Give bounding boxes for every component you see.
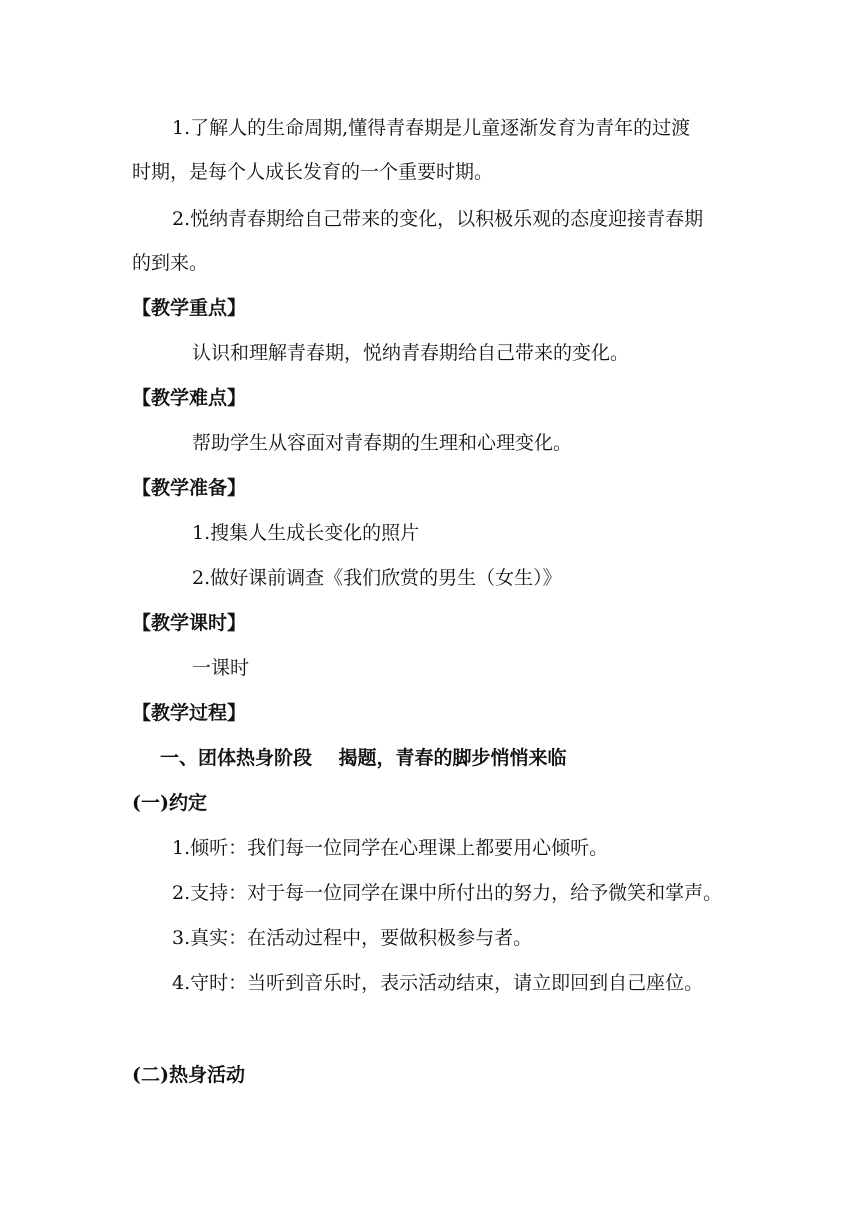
preparation-item: 1.搜集人生成长变化的照片 — [192, 522, 420, 544]
stage-1-heading: 一、团体热身阶段 揭题，青春的脚步悄悄来临 — [160, 747, 567, 769]
rule-item: 3.真实：在活动过程中，要做积极参与者。 — [172, 927, 533, 949]
rule-item: 2.支持：对于每一位同学在课中所付出的努力，给予微笑和掌声。 — [172, 882, 723, 904]
difficulties-text: 帮助学生从容面对青春期的生理和心理变化。 — [192, 432, 573, 454]
rule-item: 1.倾听：我们每一位同学在心理课上都要用心倾听。 — [172, 837, 609, 859]
objective-1-line-1: 1.了解人的生命周期,懂得青春期是儿童逐渐发育为青年的过渡 — [172, 117, 691, 139]
rule-item: 4.守时：当听到音乐时，表示活动结束，请立即回到自己座位。 — [172, 972, 704, 994]
hours-text: 一课时 — [192, 657, 250, 679]
preparation-heading: 【教学准备】 — [132, 477, 247, 499]
preparation-item: 2.做好课前调查《我们欣赏的男生（女生）》 — [192, 567, 562, 589]
subsection-agreement: (一)约定 — [132, 792, 207, 814]
objective-2-line-2: 的到来。 — [132, 252, 209, 274]
difficulties-heading: 【教学难点】 — [132, 387, 247, 409]
objective-1-line-2: 时期，是每个人成长发育的一个重要时期。 — [132, 161, 494, 183]
objective-2-line-1: 2.悦纳青春期给自己带来的变化，以积极乐观的态度迎接青春期 — [172, 208, 704, 230]
key-points-heading: 【教学重点】 — [132, 297, 247, 319]
subsection-warmup: (二)热身活动 — [132, 1064, 245, 1086]
key-points-text: 认识和理解青春期，悦纳青春期给自己带来的变化。 — [192, 342, 630, 364]
hours-heading: 【教学课时】 — [132, 612, 247, 634]
process-heading: 【教学过程】 — [132, 702, 247, 724]
